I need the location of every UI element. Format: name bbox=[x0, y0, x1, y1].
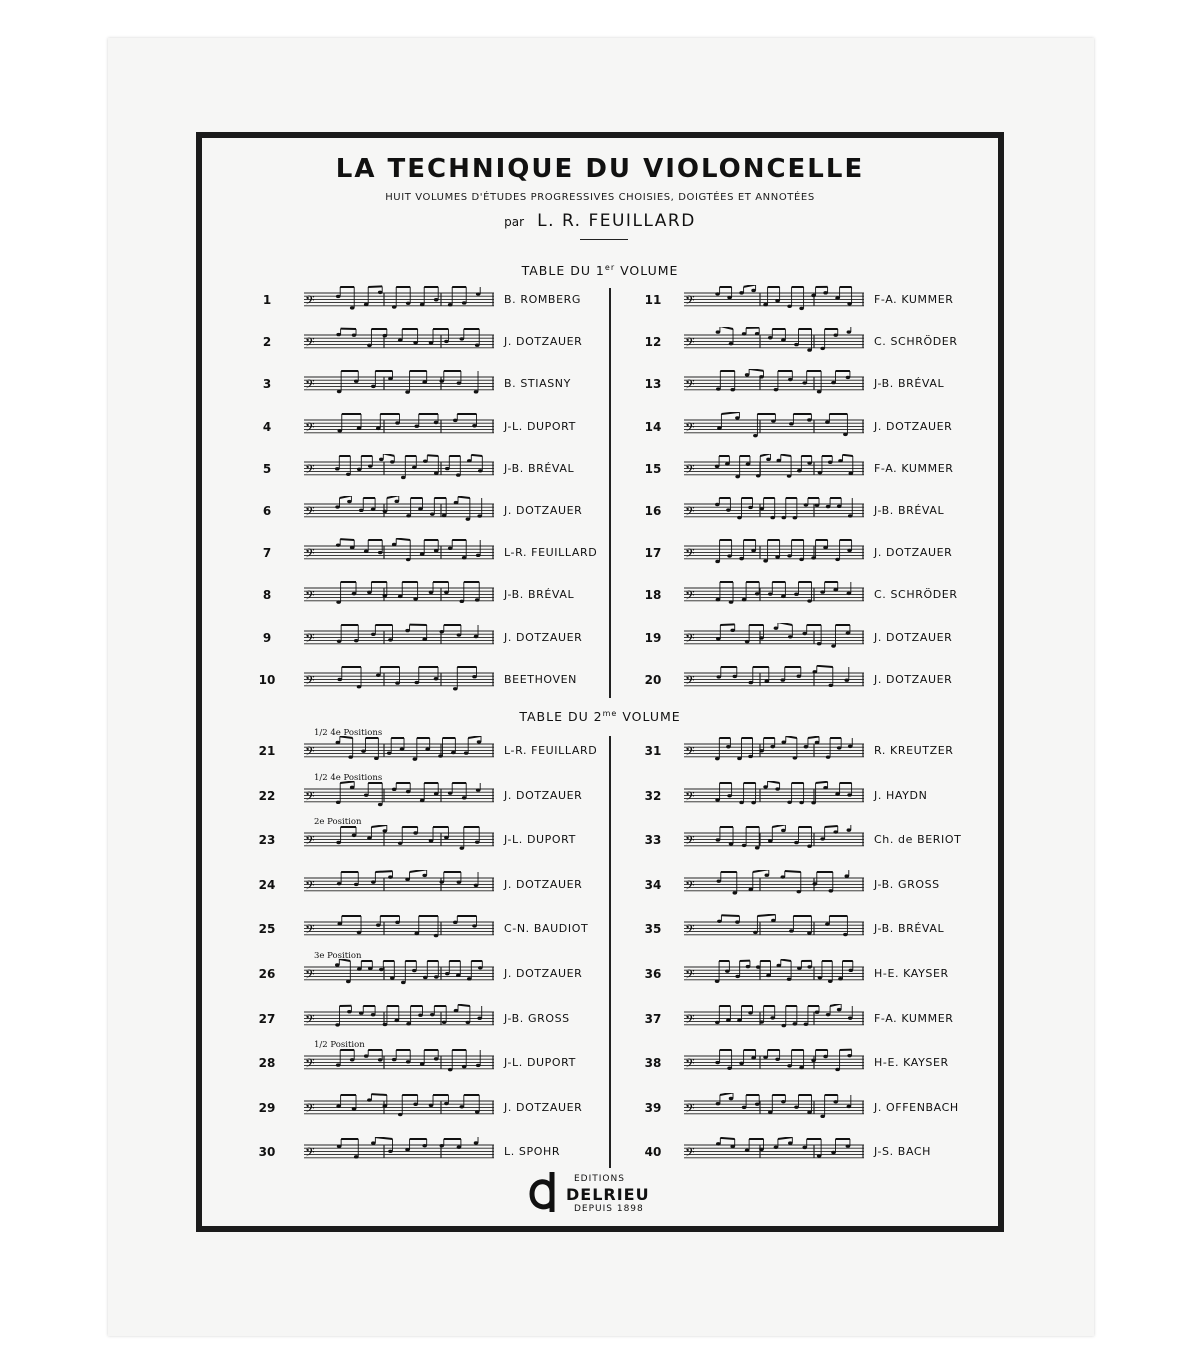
etude-row bbox=[640, 1093, 1000, 1123]
composer-name: H-E. KAYSER bbox=[874, 1056, 949, 1070]
music-incipit bbox=[684, 369, 864, 399]
etude-number: 31 bbox=[644, 744, 662, 758]
etude-number: 3 bbox=[262, 377, 272, 392]
svg-text:𝄢: 𝄢 bbox=[305, 672, 315, 691]
svg-text:𝄢: 𝄢 bbox=[685, 545, 695, 564]
etude-number: 27 bbox=[258, 1011, 276, 1026]
byline-prefix: par bbox=[504, 215, 525, 229]
etude-number: 1 bbox=[262, 293, 272, 307]
svg-text:𝄢: 𝄢 bbox=[305, 545, 315, 564]
etude-number: 20 bbox=[644, 672, 662, 687]
etude-row bbox=[254, 914, 614, 944]
music-incipit bbox=[684, 870, 864, 900]
music-incipit bbox=[304, 1137, 494, 1167]
etude-number: 14 bbox=[644, 419, 662, 434]
svg-text:𝄢: 𝄢 bbox=[305, 788, 315, 807]
svg-text:𝄢: 𝄢 bbox=[305, 832, 315, 851]
svg-text:𝄢: 𝄢 bbox=[685, 1145, 695, 1164]
music-incipit bbox=[684, 781, 864, 811]
music-incipit bbox=[304, 327, 494, 357]
etude-number: 6 bbox=[262, 504, 272, 518]
publisher-since: DEPUIS 1898 bbox=[574, 1204, 644, 1214]
volume-1-heading-prefix: TABLE DU 1 bbox=[521, 263, 605, 279]
music-incipit bbox=[684, 736, 864, 766]
svg-text:𝄢: 𝄢 bbox=[685, 788, 695, 807]
music-incipit bbox=[684, 1048, 864, 1078]
svg-text:𝄢: 𝄢 bbox=[305, 743, 315, 762]
svg-text:𝄢: 𝄢 bbox=[685, 1055, 695, 1074]
byline bbox=[0, 211, 1200, 231]
etude-number: 19 bbox=[644, 630, 662, 645]
etude-number: 36 bbox=[644, 967, 662, 981]
etude-number: 33 bbox=[644, 833, 662, 848]
svg-text:𝄢: 𝄢 bbox=[305, 630, 315, 649]
etude-row bbox=[640, 538, 1000, 568]
etude-row bbox=[640, 623, 1000, 653]
svg-text:𝄢: 𝄢 bbox=[305, 292, 315, 311]
etude-row bbox=[640, 496, 1000, 526]
etude-number: 4 bbox=[262, 419, 272, 434]
etude-number: 11 bbox=[644, 293, 662, 307]
composer-name: J. DOTZAUER bbox=[874, 630, 953, 644]
composer-name: J. DOTZAUER bbox=[874, 419, 953, 433]
page-subtitle: HUIT VOLUMES D'ÉTUDES PROGRESSIVES CHOISIES, DOIGTÉES ET ANNOTÉES bbox=[385, 192, 815, 203]
position-annotation: 1/2 Position bbox=[314, 1040, 365, 1051]
composer-name: J-B. BRÉVAL bbox=[874, 504, 945, 517]
etude-row bbox=[640, 369, 1000, 399]
svg-text:𝄢: 𝄢 bbox=[305, 966, 315, 985]
page-title: LA TECHNIQUE DU VIOLONCELLE bbox=[335, 154, 865, 184]
music-incipit bbox=[304, 825, 494, 855]
svg-text:𝄢: 𝄢 bbox=[685, 630, 695, 649]
publisher-line-1: EDITIONS bbox=[574, 1174, 625, 1184]
etude-number: 5 bbox=[262, 461, 272, 476]
music-incipit bbox=[304, 454, 494, 484]
composer-name: J. DOTZAUER bbox=[504, 788, 583, 802]
volume-1-heading-sup: er bbox=[604, 263, 616, 272]
etude-row bbox=[640, 412, 1000, 442]
composer-name: J-B. GROSS bbox=[504, 1011, 570, 1025]
music-incipit bbox=[684, 623, 864, 653]
composer-name: F-A. KUMMER bbox=[874, 293, 954, 306]
etude-row bbox=[254, 665, 614, 695]
music-incipit bbox=[304, 285, 494, 315]
position-annotation: 2e Position bbox=[314, 817, 362, 828]
author-name: L. R. FEUILLARD bbox=[537, 211, 696, 231]
etude-row bbox=[640, 285, 1000, 315]
music-incipit bbox=[304, 496, 494, 526]
svg-text:𝄢: 𝄢 bbox=[305, 419, 315, 438]
composer-name: Ch. de BERIOT bbox=[874, 833, 962, 847]
composer-name: J. DOTZAUER bbox=[504, 967, 583, 980]
etude-number: 29 bbox=[258, 1100, 276, 1115]
etude-row bbox=[640, 1137, 1000, 1167]
etude-number: 24 bbox=[258, 877, 276, 892]
etude-row bbox=[640, 665, 1000, 695]
svg-text:𝄢: 𝄢 bbox=[685, 832, 695, 851]
composer-name: J. DOTZAUER bbox=[874, 546, 953, 560]
etude-number: 9 bbox=[262, 630, 272, 645]
music-incipit bbox=[304, 1093, 494, 1123]
etude-number: 21 bbox=[258, 744, 276, 758]
composer-name: L-R. FEUILLARD bbox=[504, 744, 598, 757]
etude-number: 8 bbox=[262, 588, 272, 603]
composer-name: J-B. BRÉVAL bbox=[874, 922, 945, 936]
music-incipit bbox=[684, 580, 864, 610]
composer-name: J. DOTZAUER bbox=[874, 672, 953, 686]
svg-text:𝄢: 𝄢 bbox=[305, 588, 315, 607]
composer-name: B. STIASNY bbox=[504, 377, 571, 391]
composer-name: C-N. BAUDIOT bbox=[504, 922, 589, 936]
svg-text:𝄢: 𝄢 bbox=[305, 877, 315, 896]
etude-row bbox=[640, 870, 1000, 900]
etude-number: 35 bbox=[644, 922, 662, 937]
music-incipit bbox=[684, 825, 864, 855]
svg-text:𝄢: 𝄢 bbox=[305, 1100, 315, 1119]
etude-number: 23 bbox=[258, 833, 276, 848]
music-incipit bbox=[304, 959, 494, 989]
etude-row bbox=[254, 538, 614, 568]
etude-row bbox=[254, 728, 614, 766]
composer-name: L. SPOHR bbox=[504, 1145, 561, 1159]
etude-number: 30 bbox=[258, 1145, 276, 1160]
volume-2-heading-suffix: VOLUME bbox=[617, 709, 681, 725]
volume-1-heading-suffix: VOLUME bbox=[615, 263, 679, 279]
etude-row bbox=[254, 623, 614, 653]
etude-number: 37 bbox=[644, 1011, 662, 1026]
etude-number: 26 bbox=[258, 967, 276, 981]
volume-2-heading-sup: me bbox=[602, 709, 618, 718]
composer-name: J. DOTZAUER bbox=[504, 630, 583, 644]
etude-row bbox=[640, 327, 1000, 357]
publisher-name: DELRIEU bbox=[566, 1185, 650, 1204]
music-incipit bbox=[304, 1048, 494, 1078]
etude-row bbox=[640, 959, 1000, 989]
composer-name: F-A. KUMMER bbox=[874, 1011, 954, 1025]
svg-text:𝄢: 𝄢 bbox=[685, 588, 695, 607]
svg-text:𝄢: 𝄢 bbox=[305, 1145, 315, 1164]
music-incipit bbox=[304, 736, 494, 766]
music-incipit bbox=[684, 914, 864, 944]
etude-number: 39 bbox=[644, 1100, 662, 1115]
etude-row bbox=[254, 412, 614, 442]
etude-number: 28 bbox=[258, 1056, 276, 1071]
etude-row bbox=[640, 781, 1000, 811]
etude-number: 34 bbox=[644, 877, 662, 892]
etude-row bbox=[254, 454, 614, 484]
composer-name: J-L. DUPORT bbox=[504, 1056, 576, 1070]
composer-name: J. DOTZAUER bbox=[504, 504, 583, 517]
etude-row bbox=[254, 1004, 614, 1034]
etude-row bbox=[254, 496, 614, 526]
etude-row bbox=[254, 369, 614, 399]
etude-number: 18 bbox=[644, 588, 662, 603]
etude-number: 40 bbox=[644, 1145, 662, 1160]
etude-row bbox=[254, 870, 614, 900]
etude-row bbox=[254, 817, 614, 855]
music-incipit bbox=[304, 538, 494, 568]
music-incipit bbox=[684, 538, 864, 568]
composer-name: R. KREUTZER bbox=[874, 744, 954, 757]
music-incipit bbox=[304, 914, 494, 944]
etude-number: 16 bbox=[644, 504, 662, 518]
music-incipit bbox=[304, 870, 494, 900]
etude-number: 7 bbox=[262, 546, 272, 561]
etude-row bbox=[640, 580, 1000, 610]
etude-number: 13 bbox=[644, 377, 662, 392]
etude-row bbox=[640, 1048, 1000, 1078]
svg-text:𝄢: 𝄢 bbox=[305, 377, 315, 396]
etude-number: 32 bbox=[644, 788, 662, 803]
etude-row bbox=[254, 327, 614, 357]
etude-number: 2 bbox=[262, 335, 272, 350]
music-incipit bbox=[304, 412, 494, 442]
etude-row bbox=[640, 914, 1000, 944]
music-incipit bbox=[684, 285, 864, 315]
etude-row bbox=[254, 1137, 614, 1167]
composer-name: H-E. KAYSER bbox=[874, 967, 949, 980]
svg-text:𝄢: 𝄢 bbox=[685, 334, 695, 353]
composer-name: J-L. DUPORT bbox=[504, 833, 576, 847]
music-incipit bbox=[684, 327, 864, 357]
svg-text:𝄢: 𝄢 bbox=[685, 503, 695, 522]
music-incipit bbox=[684, 1137, 864, 1167]
composer-name: C. SCHRÖDER bbox=[874, 588, 958, 602]
music-incipit bbox=[684, 1004, 864, 1034]
etude-number: 22 bbox=[258, 788, 276, 803]
etude-row bbox=[254, 772, 614, 811]
music-incipit bbox=[304, 665, 494, 695]
composer-name: F-A. KUMMER bbox=[874, 461, 954, 475]
music-incipit bbox=[684, 959, 864, 989]
publisher-logo bbox=[528, 1170, 708, 1220]
svg-text:𝄢: 𝄢 bbox=[685, 419, 695, 438]
composer-name: J. HAYDN bbox=[874, 788, 928, 802]
svg-text:𝄢: 𝄢 bbox=[685, 672, 695, 691]
etude-row bbox=[254, 1093, 614, 1123]
etude-number: 38 bbox=[644, 1056, 662, 1071]
etude-row bbox=[640, 736, 1000, 766]
etude-number: 10 bbox=[258, 672, 276, 687]
etude-number: 17 bbox=[644, 546, 662, 561]
composer-name: J-B. BRÉVAL bbox=[504, 461, 575, 475]
composer-name: J-L. DUPORT bbox=[504, 419, 576, 433]
svg-text:𝄢: 𝄢 bbox=[305, 1011, 315, 1030]
composer-name: J. DOTZAUER bbox=[504, 877, 583, 891]
svg-text:𝄢: 𝄢 bbox=[685, 461, 695, 480]
etude-number: 25 bbox=[258, 922, 276, 937]
composer-name: J-B. BRÉVAL bbox=[874, 377, 945, 391]
svg-text:𝄢: 𝄢 bbox=[685, 877, 695, 896]
svg-text:𝄢: 𝄢 bbox=[305, 922, 315, 941]
svg-text:𝄢: 𝄢 bbox=[305, 461, 315, 480]
etude-row bbox=[254, 580, 614, 610]
music-incipit bbox=[304, 1004, 494, 1034]
etude-row bbox=[640, 454, 1000, 484]
music-incipit bbox=[684, 454, 864, 484]
etude-number: 12 bbox=[644, 335, 662, 350]
volume-2-heading-prefix: TABLE DU 2 bbox=[519, 709, 603, 725]
etude-row bbox=[254, 285, 614, 315]
composer-name: B. ROMBERG bbox=[504, 293, 581, 306]
position-annotation: 1/2 4e Positions bbox=[314, 772, 383, 783]
volume-1-heading bbox=[0, 263, 1200, 278]
svg-text:𝄢: 𝄢 bbox=[685, 922, 695, 941]
delrieu-logo-icon bbox=[528, 1170, 562, 1214]
svg-text:𝄢: 𝄢 bbox=[685, 377, 695, 396]
etude-row bbox=[254, 951, 614, 989]
etude-number: 15 bbox=[644, 461, 662, 476]
svg-text:𝄢: 𝄢 bbox=[305, 503, 315, 522]
svg-text:𝄢: 𝄢 bbox=[305, 334, 315, 353]
music-incipit bbox=[684, 665, 864, 695]
composer-name: J. DOTZAUER bbox=[504, 1100, 583, 1114]
svg-text:𝄢: 𝄢 bbox=[685, 966, 695, 985]
music-incipit bbox=[304, 580, 494, 610]
composer-name: L-R. FEUILLARD bbox=[504, 546, 598, 560]
svg-text:𝄢: 𝄢 bbox=[685, 292, 695, 311]
etude-row bbox=[640, 1004, 1000, 1034]
svg-text:𝄢: 𝄢 bbox=[685, 1100, 695, 1119]
music-incipit bbox=[304, 623, 494, 653]
etude-row bbox=[254, 1040, 614, 1078]
music-incipit bbox=[684, 1093, 864, 1123]
svg-text:𝄢: 𝄢 bbox=[305, 1055, 315, 1074]
position-annotation: 3e Position bbox=[314, 951, 362, 961]
music-incipit bbox=[304, 369, 494, 399]
svg-text:𝄢: 𝄢 bbox=[685, 743, 695, 762]
composer-name: J. OFFENBACH bbox=[874, 1100, 959, 1114]
etude-row bbox=[640, 825, 1000, 855]
composer-name: J-B. BRÉVAL bbox=[504, 588, 575, 602]
music-incipit bbox=[684, 412, 864, 442]
composer-name: J-B. GROSS bbox=[874, 877, 940, 891]
composer-name: J. DOTZAUER bbox=[504, 335, 583, 349]
position-annotation: 1/2 4e Positions bbox=[314, 728, 383, 738]
music-incipit bbox=[684, 496, 864, 526]
composer-name: J-S. BACH bbox=[874, 1145, 932, 1159]
title-underline bbox=[580, 239, 628, 240]
music-incipit bbox=[304, 781, 494, 811]
svg-text:𝄢: 𝄢 bbox=[685, 1011, 695, 1030]
composer-name: BEETHOVEN bbox=[504, 672, 578, 686]
volume-2-heading bbox=[0, 709, 1200, 724]
composer-name: C. SCHRÖDER bbox=[874, 335, 958, 349]
